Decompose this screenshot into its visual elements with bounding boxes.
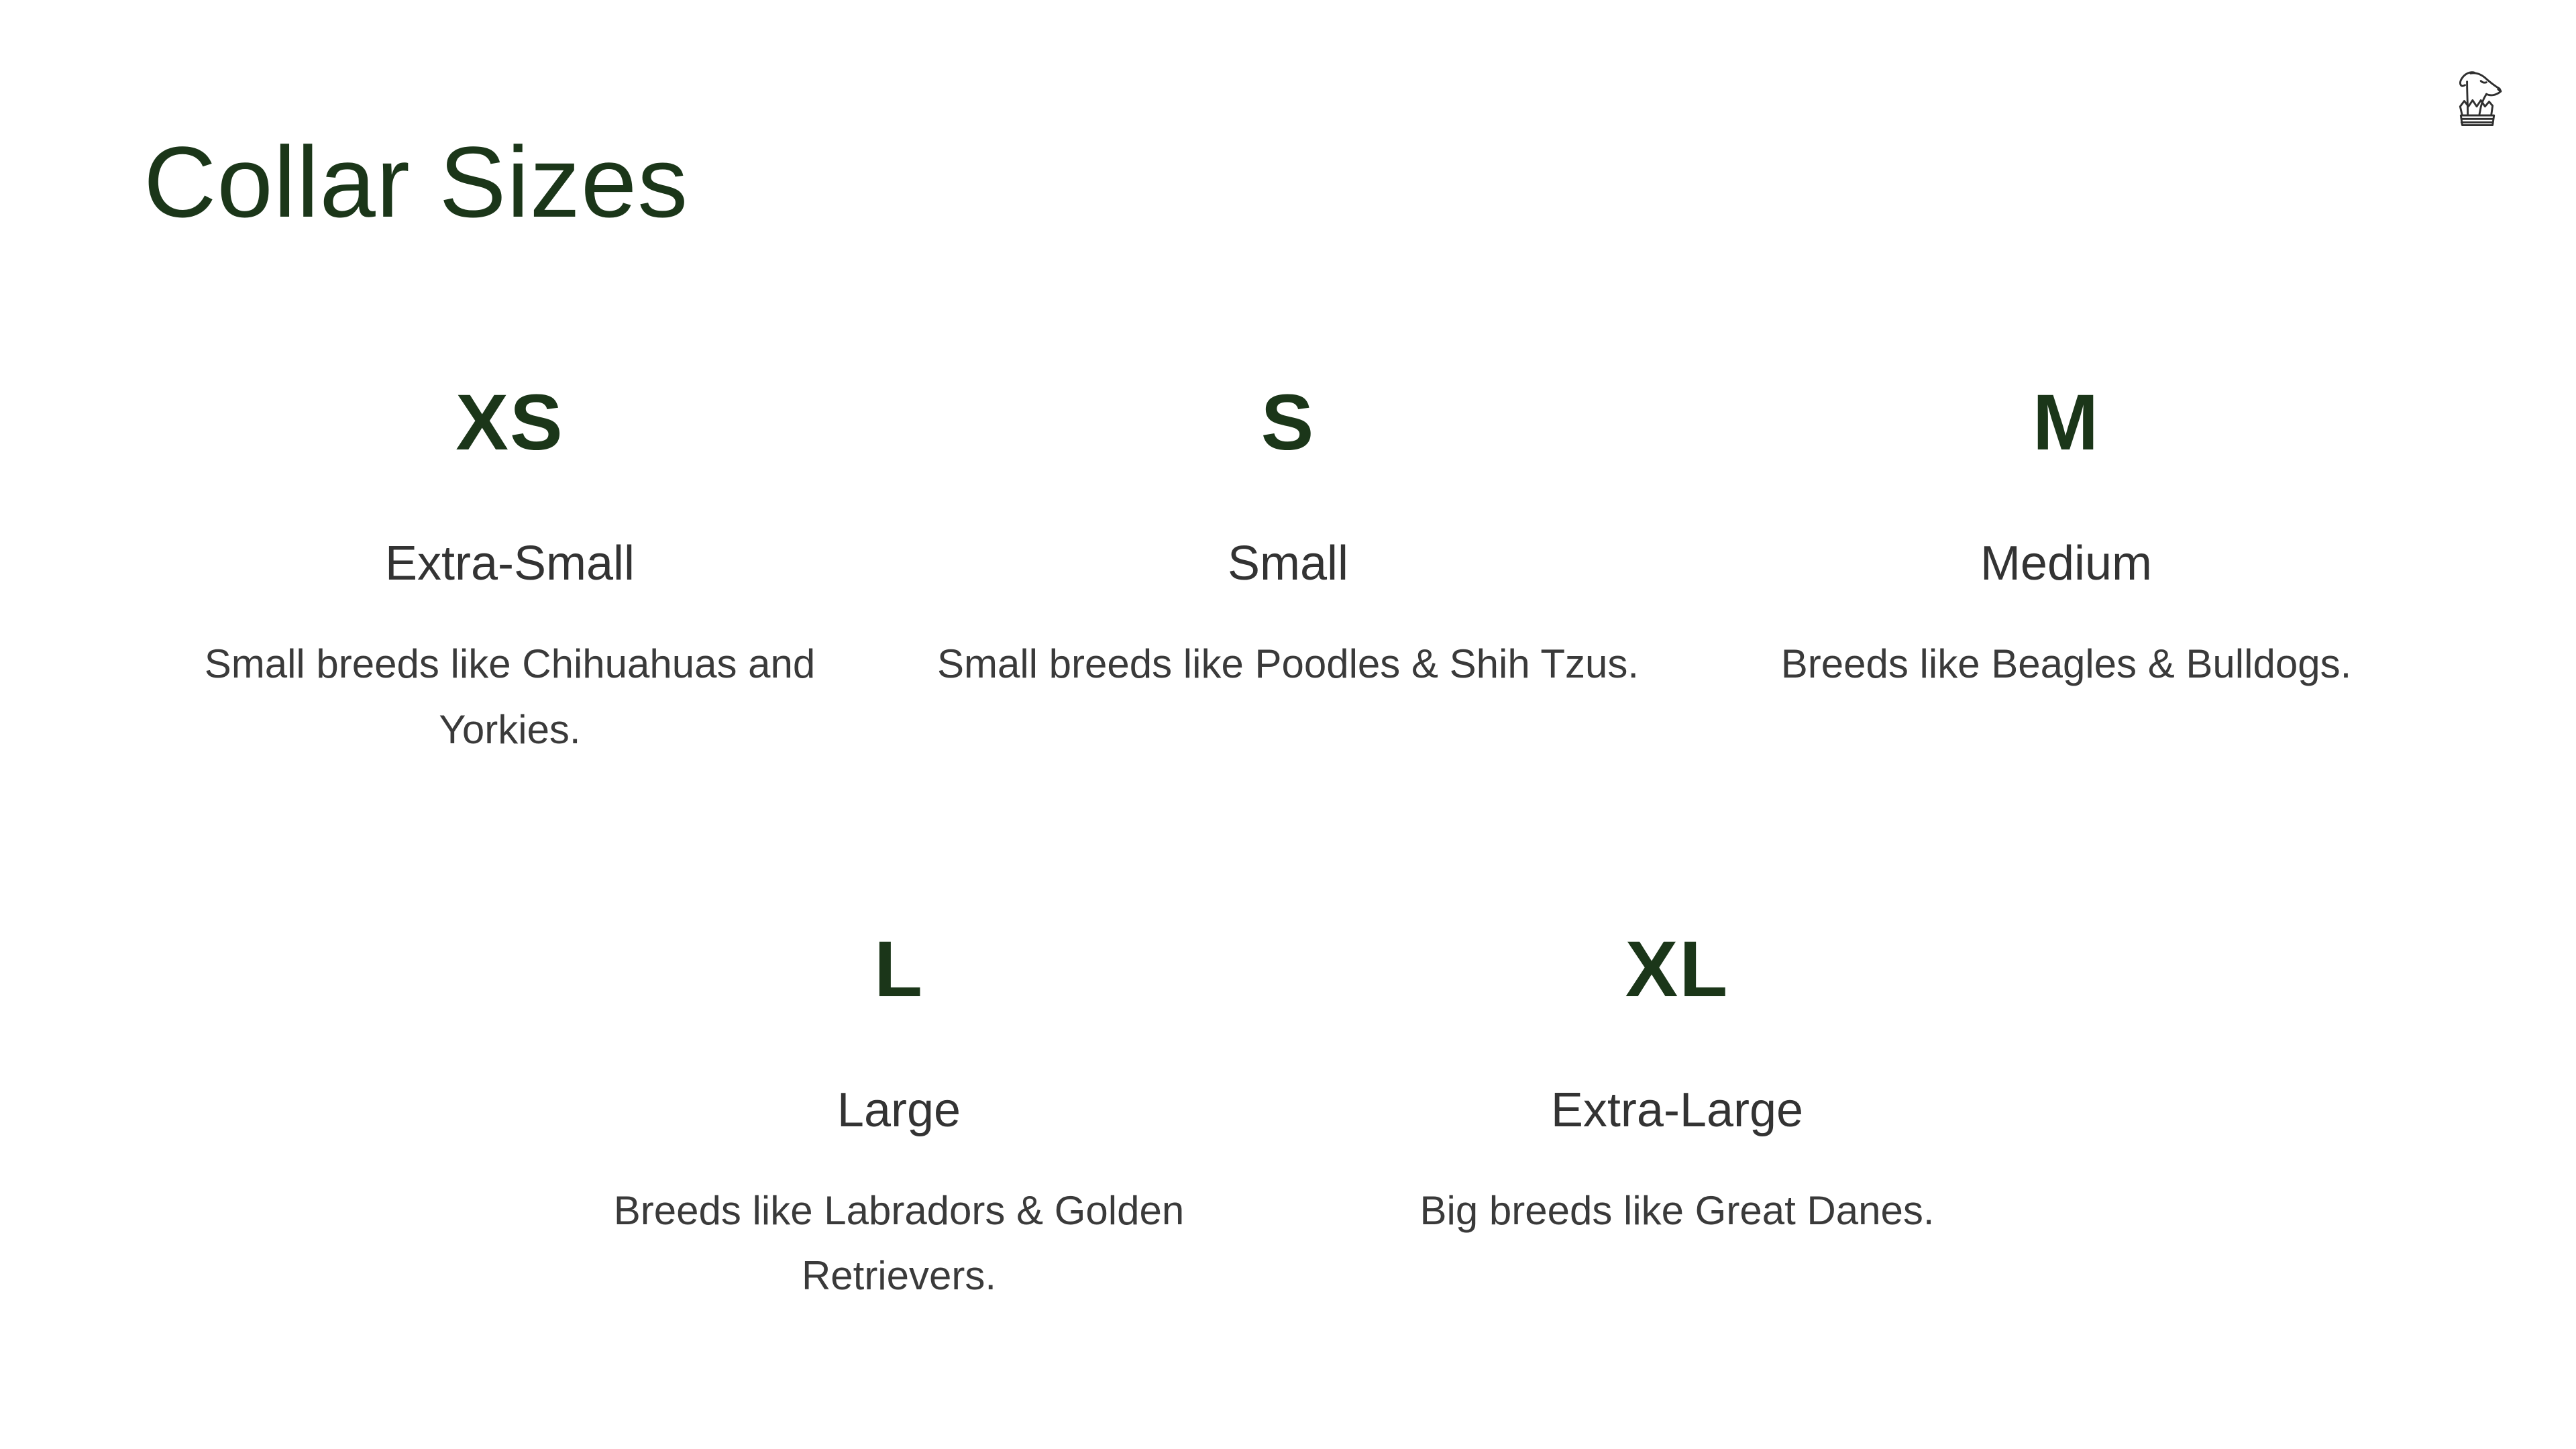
size-name: Extra-Small <box>384 537 635 590</box>
size-code: L <box>873 924 924 1014</box>
size-card-xl <box>1288 924 2066 1309</box>
size-code: S <box>1260 378 1316 467</box>
size-code: XL <box>1625 924 1729 1014</box>
size-card-s <box>899 378 1677 762</box>
size-description: Small breeds like Chihuahuas and Yorkies. <box>204 641 816 752</box>
greyhound-crown-logo-icon <box>2442 128 2512 140</box>
sizes-grid <box>0 378 2576 1309</box>
size-name: Medium <box>1980 537 2153 590</box>
page-title: Collar Sizes <box>144 125 689 238</box>
size-name: Large <box>837 1083 961 1137</box>
size-card-m <box>1677 378 2455 762</box>
size-code: XS <box>455 378 564 467</box>
size-name: Small <box>1227 537 1349 590</box>
site-logo[interactable] <box>2442 64 2512 137</box>
size-card-xs <box>121 378 899 762</box>
size-code: M <box>2032 378 2100 467</box>
size-description: Breeds like Beagles & Bulldogs. <box>1780 641 2352 687</box>
size-description: Breeds like Labradors & Golden Retrievers. <box>613 1188 1185 1299</box>
size-description: Big breeds like Great Danes. <box>1419 1188 1935 1234</box>
size-description: Small breeds like Poodles & Shih Tzus. <box>936 641 1640 687</box>
size-name: Extra-Large <box>1550 1083 1804 1137</box>
size-card-l <box>510 924 1288 1309</box>
